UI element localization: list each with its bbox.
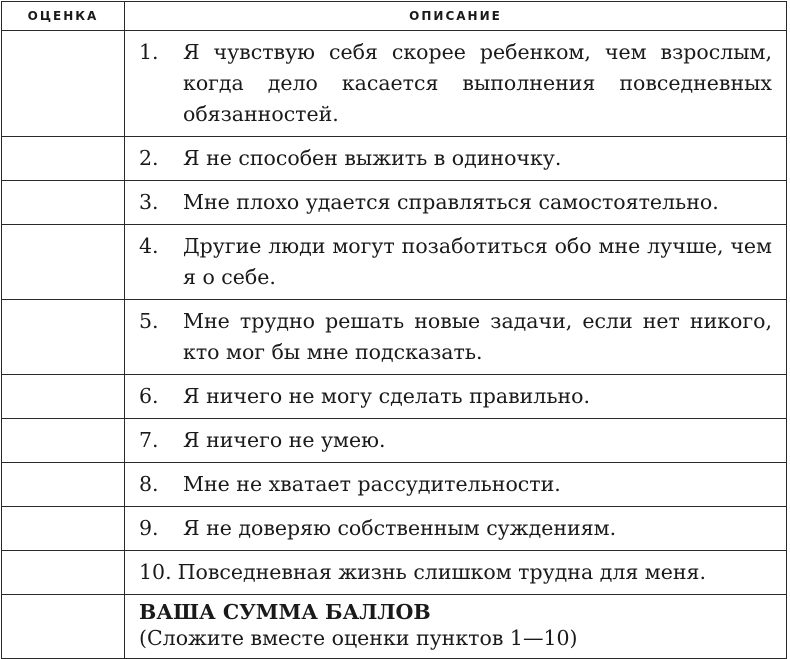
score-cell[interactable]: [2, 31, 125, 137]
item-number: 5.: [139, 309, 159, 333]
score-cell[interactable]: [2, 225, 125, 300]
score-cell[interactable]: [2, 300, 125, 375]
score-cell[interactable]: [2, 181, 125, 225]
summary-note: (Сложите вместе оценки пунктов 1—10): [139, 626, 578, 650]
item-number: 2.: [139, 146, 159, 170]
description-cell: [125, 551, 787, 595]
item-number: 10.: [139, 560, 172, 584]
item-text: Я ничего не умею.: [183, 428, 386, 452]
description-cell: [125, 31, 787, 137]
table-row: [2, 225, 787, 300]
table-row: [2, 463, 787, 507]
item-text: Я не способен выжить в одиночку.: [183, 146, 562, 170]
table-row: [2, 419, 787, 463]
description-cell: [125, 181, 787, 225]
total-score-cell[interactable]: [2, 595, 125, 659]
score-column-header: ОЦЕНКА: [2, 2, 125, 31]
item-text: Мне плохо удается справляться самостоятельно.: [183, 190, 719, 214]
table-row: [2, 300, 787, 375]
score-cell[interactable]: [2, 375, 125, 419]
item-number: 4.: [139, 234, 159, 258]
item-text: Мне не хватает рассудительности.: [183, 472, 561, 496]
score-cell[interactable]: [2, 463, 125, 507]
description-cell: [125, 463, 787, 507]
description-cell: [125, 300, 787, 375]
item-text: Мне трудно решать новые задачи, если нет никого, кто мог бы мне подсказать.: [183, 309, 772, 364]
description-cell: [125, 137, 787, 181]
score-cell[interactable]: [2, 419, 125, 463]
score-table: [1, 1, 787, 659]
description-cell: [125, 507, 787, 551]
item-text: Я не доверяю собственным суждениям.: [183, 516, 617, 540]
description-cell: [125, 375, 787, 419]
header-row: [2, 2, 787, 31]
table-row: [2, 31, 787, 137]
summary-row: [2, 595, 787, 659]
item-text: Я ничего не могу сделать правильно.: [183, 384, 591, 408]
item-text: Другие люди могут позаботиться обо мне лучше, чем я о себе.: [183, 234, 772, 289]
score-cell[interactable]: [2, 551, 125, 595]
score-cell[interactable]: [2, 507, 125, 551]
score-cell[interactable]: [2, 137, 125, 181]
description-column-header: ОПИСАНИЕ: [125, 2, 787, 31]
item-number: 8.: [139, 472, 159, 496]
item-text: Я чувствую себя скорее ребенком, чем взрослым, когда дело касается выполнения повседневных обязанностей.: [183, 40, 772, 126]
item-number: 1.: [139, 40, 159, 64]
item-number: 3.: [139, 190, 159, 214]
table-row: [2, 375, 787, 419]
description-cell: [125, 225, 787, 300]
item-text: Повседневная жизнь слишком трудна для меня.: [177, 560, 706, 584]
summary-cell: [125, 595, 787, 659]
table-row: [2, 137, 787, 181]
summary-title: ВАША СУММА БАЛЛОВ: [139, 600, 431, 624]
item-number: 9.: [139, 516, 159, 540]
item-number: 6.: [139, 384, 159, 408]
description-cell: [125, 419, 787, 463]
item-number: 7.: [139, 428, 159, 452]
table-row: [2, 181, 787, 225]
table-row: [2, 551, 787, 595]
table-row: [2, 507, 787, 551]
